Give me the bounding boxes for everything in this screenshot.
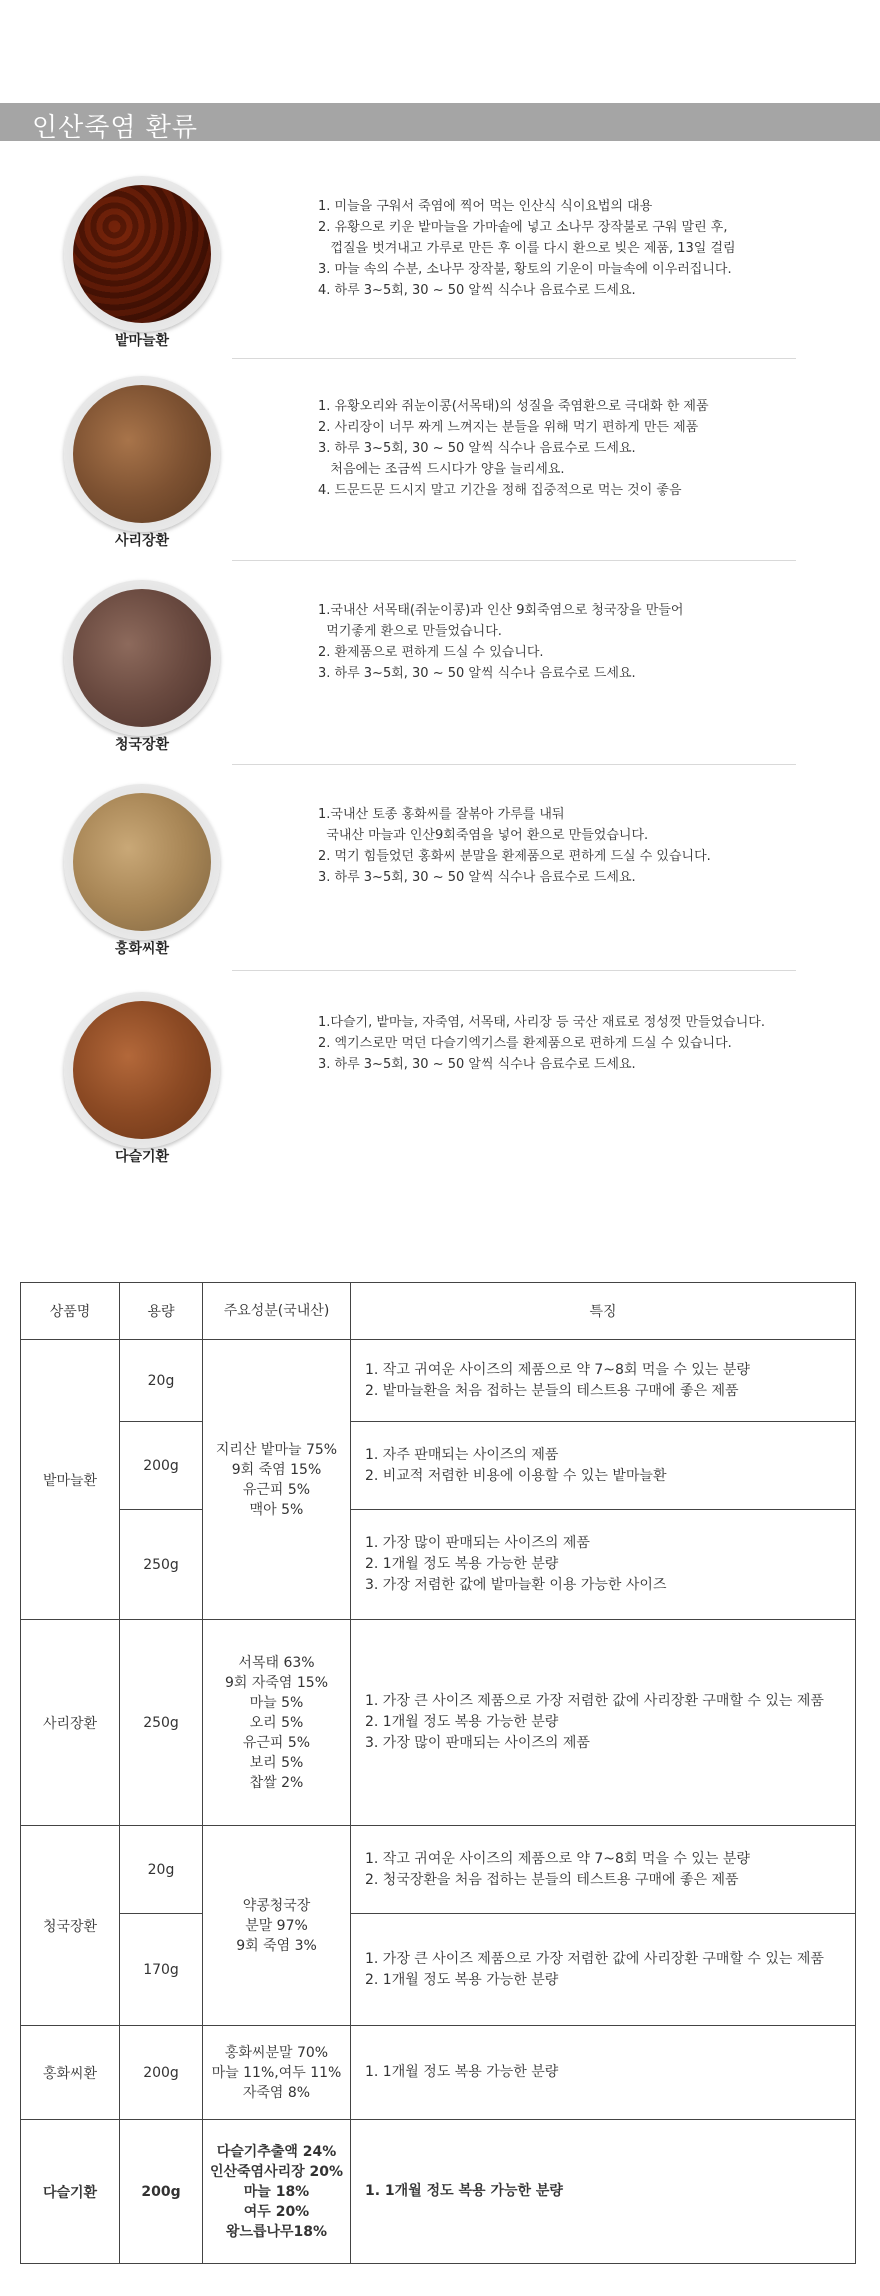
features-cell — [351, 1914, 856, 2026]
size-cell: 250g — [120, 1620, 203, 1826]
product-name: 청국장환 — [114, 737, 170, 753]
feature-line: 1. 가장 큰 사이즈 제품으로 가장 저렴한 값에 사리장환 구매할 수 있는 제품 — [365, 1693, 824, 1709]
description-line: 3. 하루 3~5회, 30 ~ 50 알씩 식수나 음료수로 드세요. — [318, 441, 636, 456]
size-cell: 20g — [120, 1340, 203, 1422]
product-description — [318, 1012, 858, 1075]
size-cell: 200g — [120, 2026, 203, 2120]
features-cell — [351, 1510, 856, 1620]
ingredients-cell — [203, 1340, 351, 1620]
header-size: 용량 — [120, 1283, 203, 1340]
product-cell: 청국장환 — [21, 1826, 120, 2026]
product-cell: 사리장환 — [21, 1620, 120, 1826]
features-cell — [351, 1826, 856, 1914]
feature-line: 1. 자주 판매되는 사이즈의 제품 — [365, 1446, 559, 1463]
table-row — [21, 1826, 856, 1914]
features-cell — [351, 1620, 856, 1826]
feature-line: 3. 가장 많이 판매되는 사이즈의 제품 — [365, 1735, 590, 1751]
section-title: 인산죽염 환류 — [32, 113, 198, 143]
feature-line: 2. 1개월 정도 복용 가능한 분량 — [365, 1971, 559, 1988]
ingredients-cell — [203, 2026, 351, 2120]
ingredient: 서목태 63% — [238, 1654, 315, 1671]
features-cell — [351, 1340, 856, 1422]
ingredient: 찹쌀 2% — [249, 1774, 304, 1791]
features-cell — [351, 2120, 856, 2264]
feature-line: 1. 작고 귀여운 사이즈의 제품으로 약 7~8회 먹을 수 있는 분량 — [365, 1850, 750, 1867]
product-description — [318, 196, 858, 301]
feature-line: 1. 작고 귀여운 사이즈의 제품으로 약 7~8회 먹을 수 있는 분량 — [365, 1361, 750, 1378]
description-line: 4. 하루 3~5회, 30 ~ 50 알씩 식수나 음료수로 드세요. — [318, 283, 636, 298]
header-ingredients: 주요성분(국내산) — [203, 1283, 351, 1340]
feature-line: 2. 밭마늘환을 처음 접하는 분들의 테스트용 구매에 좋은 제품 — [365, 1382, 739, 1399]
description-line: 2. 먹기 힘들었던 홍화씨 분말을 환제품으로 편하게 드실 수 있습니다. — [318, 849, 711, 864]
ingredient: 여두 20% — [243, 2203, 310, 2220]
description-line: 3. 하루 3~5회, 30 ~ 50 알씩 식수나 음료수로 드세요. — [318, 870, 636, 885]
size-cell: 20g — [120, 1826, 203, 1914]
ingredient: 약콩청국장 — [242, 1897, 311, 1914]
description-line: 처음에는 조금씩 드시다가 양을 늘리세요. — [318, 462, 565, 477]
ingredient: 분말 97% — [245, 1917, 308, 1934]
ingredient: 유근피 5% — [242, 1734, 311, 1751]
ingredient: 홍화씨분말 70% — [224, 2044, 329, 2061]
divider — [232, 358, 796, 359]
features-cell — [351, 1422, 856, 1510]
description-line: 1.국내산 서목태(쥐눈이콩)과 인산 9회죽염으로 청국장을 만들어 — [318, 603, 684, 618]
product-block — [0, 376, 880, 566]
table-row — [21, 1914, 856, 2026]
header-product-name: 상품명 — [21, 1283, 120, 1340]
description-line: 4. 드문드문 드시지 말고 기간을 정해 집중적으로 먹는 것이 좋음 — [318, 483, 682, 498]
feature-line: 2. 비교적 저렴한 비용에 이용할 수 있는 밭마늘환 — [365, 1467, 667, 1484]
ingredient: 9회 자죽염 15% — [224, 1674, 329, 1691]
table-row — [21, 2026, 856, 2120]
feature-line: 1. 가장 큰 사이즈 제품으로 가장 저렴한 값에 사리장환 구매할 수 있는 제품 — [365, 1950, 824, 1967]
product-cell: 밭마늘환 — [21, 1340, 120, 1620]
ingredient: 인산죽염사리장 20% — [209, 2163, 344, 2180]
product-block — [0, 992, 880, 1182]
description-line: 2. 엑기스로만 먹던 다슬기엑기스를 환제품으로 편하게 드실 수 있습니다. — [318, 1036, 732, 1051]
ingredient: 9회 죽염 3% — [236, 1937, 317, 1954]
product-name: 사리장환 — [114, 533, 170, 549]
description-line: 껍질을 벗겨내고 가루로 만든 후 이를 다시 환으로 빚은 제품, 13일 걸림 — [318, 241, 736, 256]
product-image — [64, 580, 220, 736]
size-cell: 200g — [120, 1422, 203, 1510]
table-row — [21, 1422, 856, 1510]
ingredient: 맥아 5% — [249, 1501, 304, 1518]
product-name: 다슬기환 — [114, 1149, 170, 1165]
ingredient: 왕느릅나무18% — [225, 2223, 328, 2240]
ingredient: 마늘 18% — [243, 2183, 310, 2200]
product-image — [64, 784, 220, 940]
product-block — [0, 784, 880, 974]
ingredient: 자죽염 8% — [242, 2084, 311, 2101]
product-block — [0, 580, 880, 770]
table-row — [21, 2120, 856, 2264]
feature-line: 2. 청국장환을 처음 접하는 분들의 테스트용 구매에 좋은 제품 — [365, 1871, 739, 1888]
description-line: 1.다슬기, 밭마늘, 자죽염, 서목태, 사리장 등 국산 재료로 정성껏 만들었습니다. — [318, 1015, 765, 1030]
description-line: 2. 환제품으로 편하게 드실 수 있습니다. — [318, 645, 544, 660]
description-line: 2. 사리장이 너무 짜게 느껴지는 분들을 위해 먹기 편하게 만든 제품 — [318, 420, 699, 435]
feature-line: 1. 가장 많이 판매되는 사이즈의 제품 — [365, 1535, 590, 1551]
ingredients-cell — [203, 1826, 351, 2026]
divider — [232, 764, 796, 765]
table-header-row — [21, 1283, 856, 1340]
ingredients-cell — [203, 1620, 351, 1826]
ingredient: 마늘 5% — [249, 1694, 304, 1711]
product-image — [64, 376, 220, 532]
description-line: 1. 미늘을 구워서 죽염에 찍어 먹는 인산식 식이요법의 대용 — [318, 199, 653, 214]
divider — [232, 560, 796, 561]
product-cell: 다슬기환 — [21, 2120, 120, 2264]
description-line: 3. 마늘 속의 수분, 소나무 장작불, 황토의 기운이 마늘속에 이우러집니다. — [318, 262, 732, 277]
product-image — [64, 176, 220, 332]
table-row — [21, 1340, 856, 1422]
feature-line: 1. 1개월 정도 복용 가능한 분량 — [365, 2183, 563, 2199]
size-cell: 200g — [120, 2120, 203, 2264]
feature-line: 1. 1개월 정도 복용 가능한 분량 — [365, 2064, 559, 2080]
product-block — [0, 176, 880, 366]
section-title-bar — [0, 103, 880, 141]
product-description — [318, 396, 858, 501]
product-description — [318, 804, 858, 888]
ingredient: 오리 5% — [249, 1714, 304, 1731]
feature-line: 2. 1개월 정도 복용 가능한 분량 — [365, 1714, 559, 1730]
description-line: 3. 하루 3~5회, 30 ~ 50 알씩 식수나 음료수로 드세요. — [318, 1057, 636, 1072]
table-row — [21, 1510, 856, 1620]
size-cell: 170g — [120, 1914, 203, 2026]
ingredient: 마늘 11%,여두 11% — [211, 2064, 342, 2081]
divider — [232, 970, 796, 971]
spec-table — [20, 1282, 856, 2264]
ingredient: 유근피 5% — [242, 1481, 311, 1498]
product-name: 홍화씨환 — [114, 941, 170, 957]
product-cell: 홍화씨환 — [21, 2026, 120, 2120]
product-image — [64, 992, 220, 1148]
ingredient: 다슬기추출액 24% — [216, 2143, 337, 2160]
size-cell: 250g — [120, 1510, 203, 1620]
product-name: 밭마늘환 — [114, 333, 170, 349]
ingredient: 지리산 밭마늘 75% — [215, 1441, 338, 1458]
feature-line: 3. 가장 저렴한 값에 밭마늘환 이용 가능한 사이즈 — [365, 1577, 667, 1593]
product-description — [318, 600, 858, 684]
description-line: 1.국내산 토종 홍화씨를 잘볶아 가루를 내둬 — [318, 807, 565, 822]
features-cell — [351, 2026, 856, 2120]
ingredients-cell — [203, 2120, 351, 2264]
description-line: 1. 유황오리와 쥐눈이콩(서목태)의 성질을 죽염환으로 극대화 한 제품 — [318, 399, 709, 414]
feature-line: 2. 1개월 정도 복용 가능한 분량 — [365, 1556, 559, 1572]
table-row — [21, 1620, 856, 1826]
header-features: 특징 — [351, 1283, 856, 1340]
description-line: 국내산 마늘과 인산9회죽염을 넣어 환으로 만들었습니다. — [318, 828, 649, 843]
ingredient: 9회 죽염 15% — [231, 1461, 322, 1478]
ingredient: 보리 5% — [249, 1754, 304, 1771]
description-line: 2. 유황으로 키운 밭마늘을 가마솥에 넣고 소나무 장작불로 구워 말린 후, — [318, 220, 728, 235]
description-line: 먹기좋게 환으로 만들었습니다. — [318, 624, 502, 639]
description-line: 3. 하루 3~5회, 30 ~ 50 알씩 식수나 음료수로 드세요. — [318, 666, 636, 681]
